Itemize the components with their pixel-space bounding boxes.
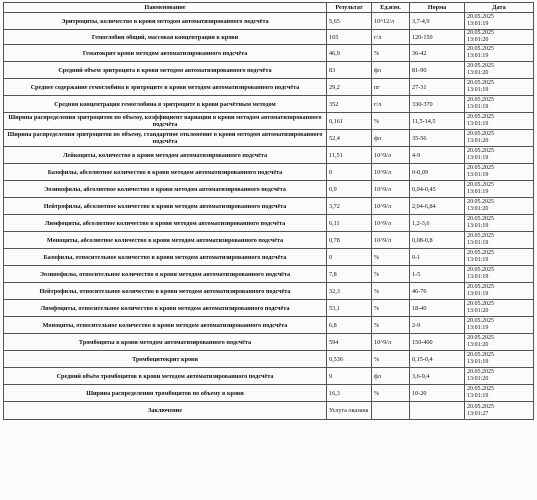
table-row xyxy=(4,300,534,317)
row-result: 5,65 xyxy=(327,13,372,30)
row-date: 20.05.2025 xyxy=(467,199,494,205)
row-norm: 4-9 xyxy=(410,147,465,164)
table-row xyxy=(4,215,534,232)
row-norm: 0-1 xyxy=(410,249,465,266)
table-row xyxy=(4,79,534,96)
row-unit: фл xyxy=(372,130,410,147)
row-result: 165 xyxy=(327,30,372,45)
row-time: 13:01:20 xyxy=(467,308,489,314)
header-date: Дата xyxy=(465,3,534,13)
row-name: Лейкоциты, количество в крови методом автоматизированного подсчёта xyxy=(4,147,327,164)
table-row xyxy=(4,385,534,402)
row-time: 13:01:19 xyxy=(467,393,489,399)
row-unit: фл xyxy=(372,62,410,79)
row-unit: % xyxy=(372,45,410,62)
table-row xyxy=(4,334,534,351)
row-datetime xyxy=(465,283,534,300)
row-norm: 27-31 xyxy=(410,79,465,96)
row-unit: % xyxy=(372,283,410,300)
row-unit: 10^9/л xyxy=(372,198,410,215)
row-unit: % xyxy=(372,300,410,317)
row-norm: 0,08-0,8 xyxy=(410,232,465,249)
row-time: 13:01:19 xyxy=(467,223,489,229)
table-row xyxy=(4,96,534,113)
row-result: 46,9 xyxy=(327,45,372,62)
table-row xyxy=(4,147,534,164)
row-result: 0,9 xyxy=(327,181,372,198)
row-date: 20.05.2025 xyxy=(467,131,494,137)
row-name: Эритроциты, количество в крови методом автоматизированного подсчёта xyxy=(4,13,327,30)
row-datetime xyxy=(465,198,534,215)
row-time: 13:01:19 xyxy=(467,240,489,246)
row-name: Ширина распределения эритроцитов по объему, коэффициент вариации в крови методом автоматизированного подсчёта xyxy=(4,113,327,130)
row-result: 53,1 xyxy=(327,300,372,317)
row-date: 20.05.2025 xyxy=(467,301,494,307)
header-result: Результат xyxy=(327,3,372,13)
row-unit: г/л xyxy=(372,30,410,45)
row-unit xyxy=(372,402,410,420)
table-row xyxy=(4,266,534,283)
row-time: 13:01:19 xyxy=(467,104,489,110)
row-date: 20.05.2025 xyxy=(467,63,494,69)
table-row xyxy=(4,164,534,181)
row-norm: 0-0,09 xyxy=(410,164,465,181)
row-time: 13:01:19 xyxy=(467,172,489,178)
row-name: Лимфоциты, относительное количество в крови методом автоматизированного подсчёта xyxy=(4,300,327,317)
row-date: 20.05.2025 xyxy=(467,233,494,239)
row-time: 13:01:19 xyxy=(467,155,489,161)
table-row xyxy=(4,45,534,62)
row-result: 0 xyxy=(327,249,372,266)
row-time: 13:01:19 xyxy=(467,189,489,195)
row-datetime xyxy=(465,96,534,113)
table-row xyxy=(4,130,534,147)
row-date: 20.05.2025 xyxy=(467,80,494,86)
table-row xyxy=(4,62,534,79)
row-datetime xyxy=(465,249,534,266)
table-row xyxy=(4,13,534,30)
row-result: 9 xyxy=(327,368,372,385)
row-time: 13:01:19 xyxy=(467,257,489,263)
row-time: 13:01:20 xyxy=(467,206,489,212)
row-name: Эозинофилы, абсолютное количество в крови методом автоматизированного подсчёта xyxy=(4,181,327,198)
row-name: Базофилы, относительное количество в крови методом автоматизированного подсчёта xyxy=(4,249,327,266)
table-row xyxy=(4,368,534,385)
row-norm: 3,7-4,9 xyxy=(410,13,465,30)
lab-results-table xyxy=(3,2,534,420)
row-time: 13:01:19 xyxy=(467,53,489,59)
row-name: Нейтрофилы, абсолютное количество в крови методом автоматизированного подсчёта xyxy=(4,198,327,215)
row-date: 20.05.2025 xyxy=(467,318,494,324)
row-name: Эозинофилы, относительное количество в крови методом автоматизированного подсчёта xyxy=(4,266,327,283)
row-result: 352 xyxy=(327,96,372,113)
row-result: Услуга оказана xyxy=(327,402,372,420)
row-result: 7,8 xyxy=(327,266,372,283)
row-result: 29,2 xyxy=(327,79,372,96)
row-time: 13:01:19 xyxy=(467,291,489,297)
row-norm: 1,2-3,6 xyxy=(410,215,465,232)
table-row xyxy=(4,198,534,215)
row-date: 20.05.2025 xyxy=(467,182,494,188)
row-norm: 35-56 xyxy=(410,130,465,147)
row-unit: 10^9/л xyxy=(372,181,410,198)
row-name: Моноциты, абсолютное количество в крови методом автоматизированного подсчёта xyxy=(4,232,327,249)
row-name: Гематокрит крови методом автоматизированного подсчёта xyxy=(4,45,327,62)
row-datetime xyxy=(465,181,534,198)
row-name: Нейтрофилы, относительное количество в крови методом автоматизированного подсчёта xyxy=(4,283,327,300)
table-row xyxy=(4,249,534,266)
row-date: 20.05.2025 xyxy=(467,284,494,290)
row-time: 13:01:19 xyxy=(467,274,489,280)
row-time: 13:01:27 xyxy=(467,410,489,417)
row-time: 13:01:20 xyxy=(467,342,489,348)
row-norm: 36-42 xyxy=(410,45,465,62)
row-result: 0 xyxy=(327,164,372,181)
row-result: 83 xyxy=(327,62,372,79)
row-datetime xyxy=(465,130,534,147)
row-date: 20.05.2025 xyxy=(467,14,494,20)
row-name: Среднее содержание гемоглобина в эритроците в крови методом автоматизированного подсчёта xyxy=(4,79,327,96)
row-result: 16,3 xyxy=(327,385,372,402)
row-result: 594 xyxy=(327,334,372,351)
table-row xyxy=(4,351,534,368)
row-date: 20.05.2025 xyxy=(467,352,494,358)
row-unit: % xyxy=(372,385,410,402)
row-unit: 10^12/л xyxy=(372,13,410,30)
row-unit: 10^9/л xyxy=(372,215,410,232)
row-date: 20.05.2025 xyxy=(467,369,494,375)
row-name: Средний объём тромбоцитов в крови методом автоматизированного подсчёта xyxy=(4,368,327,385)
row-norm: 10-20 xyxy=(410,385,465,402)
row-datetime xyxy=(465,62,534,79)
row-result: 0,161 xyxy=(327,113,372,130)
row-result: 32,3 xyxy=(327,283,372,300)
row-datetime xyxy=(465,385,534,402)
row-datetime xyxy=(465,368,534,385)
row-name: Гемоглобин общий, массовая концентрация в крови xyxy=(4,30,327,45)
row-norm: 46-76 xyxy=(410,283,465,300)
row-unit: 10^9/л xyxy=(372,147,410,164)
row-norm: 150-400 xyxy=(410,334,465,351)
row-datetime xyxy=(465,317,534,334)
row-norm: 2,04-6,84 xyxy=(410,198,465,215)
row-name: Тромбоцитокрит крови xyxy=(4,351,327,368)
header-name: Наименование xyxy=(4,3,327,13)
row-date: 20.05.2025 xyxy=(467,216,494,222)
row-datetime xyxy=(465,334,534,351)
row-datetime xyxy=(465,147,534,164)
table-row xyxy=(4,181,534,198)
row-norm: 330-370 xyxy=(410,96,465,113)
row-time: 13:01:20 xyxy=(467,70,489,76)
row-datetime xyxy=(465,13,534,30)
table-row xyxy=(4,283,534,300)
row-date: 20.05.2025 xyxy=(467,30,494,36)
row-unit: % xyxy=(372,351,410,368)
row-norm: 18-40 xyxy=(410,300,465,317)
row-datetime xyxy=(465,79,534,96)
row-unit: 10^9/л xyxy=(372,334,410,351)
row-norm: 81-90 xyxy=(410,62,465,79)
row-datetime xyxy=(465,300,534,317)
header-norm: Норма xyxy=(410,3,465,13)
row-unit: % xyxy=(372,113,410,130)
row-time: 13:01:19 xyxy=(467,21,489,27)
row-norm: 11,5-14,5 xyxy=(410,113,465,130)
row-norm: 120-150 xyxy=(410,30,465,45)
row-name: Ширина распределения тромбоцитов по объему в крови xyxy=(4,385,327,402)
table-header-row xyxy=(4,3,534,13)
row-date: 20.05.2025 xyxy=(467,148,494,154)
row-norm: 3,6-9,4 xyxy=(410,368,465,385)
row-datetime xyxy=(465,266,534,283)
row-result: 6,8 xyxy=(327,317,372,334)
row-date: 20.05.2025 xyxy=(467,267,494,273)
row-unit: 10^9/л xyxy=(372,232,410,249)
row-time: 13:01:20 xyxy=(467,376,489,382)
row-unit: фл xyxy=(372,368,410,385)
row-date: 20.05.2025 xyxy=(467,114,494,120)
row-unit: % xyxy=(372,266,410,283)
row-datetime xyxy=(465,215,534,232)
row-time: 13:01:20 xyxy=(467,37,489,43)
row-name: Лимфоциты, абсолютное количество в крови методом автоматизированного подсчёта xyxy=(4,215,327,232)
row-result: 52,4 xyxy=(327,130,372,147)
row-norm: 0,04-0,45 xyxy=(410,181,465,198)
table-row xyxy=(4,317,534,334)
row-datetime xyxy=(465,30,534,45)
row-time: 13:01:19 xyxy=(467,87,489,93)
row-datetime xyxy=(465,164,534,181)
row-name: Средняя концентрация гемоглобина в эритроците в крови расчётным методом xyxy=(4,96,327,113)
table-row xyxy=(4,402,534,420)
header-unit: Ед.изм. xyxy=(372,3,410,13)
row-unit: пг xyxy=(372,79,410,96)
row-time: 13:01:19 xyxy=(467,121,489,127)
row-norm xyxy=(410,402,465,420)
row-result: 11,51 xyxy=(327,147,372,164)
row-time: 13:01:19 xyxy=(467,359,489,365)
row-date: 20.05.2025 xyxy=(467,97,494,103)
row-date: 20.05.2025 xyxy=(467,165,494,171)
row-name: Заключение xyxy=(4,402,327,420)
row-result: 0,536 xyxy=(327,351,372,368)
table-row xyxy=(4,232,534,249)
row-name: Средний объем эритроцита в крови методом автоматизированного подсчёта xyxy=(4,62,327,79)
row-date: 20.05.2025 xyxy=(467,403,494,410)
row-norm: 2-9 xyxy=(410,317,465,334)
table-row xyxy=(4,113,534,130)
row-result: 0,78 xyxy=(327,232,372,249)
row-name: Ширина распределения эритроцитов по объему, стандартное отклонение в крови методом автоматизированного подсчёта xyxy=(4,130,327,147)
row-name: Моноциты, относительное количество в крови методом автоматизированного подсчёта xyxy=(4,317,327,334)
row-datetime xyxy=(465,232,534,249)
row-datetime xyxy=(465,351,534,368)
row-result: 6,11 xyxy=(327,215,372,232)
row-norm: 0,15-0,4 xyxy=(410,351,465,368)
row-result: 3,72 xyxy=(327,198,372,215)
row-date: 20.05.2025 xyxy=(467,46,494,52)
row-unit: 10^9/л xyxy=(372,164,410,181)
row-norm: 1-5 xyxy=(410,266,465,283)
row-datetime xyxy=(465,402,534,420)
row-date: 20.05.2025 xyxy=(467,335,494,341)
row-unit: г/л xyxy=(372,96,410,113)
row-datetime xyxy=(465,45,534,62)
table-row xyxy=(4,30,534,45)
row-datetime xyxy=(465,113,534,130)
row-time: 13:01:20 xyxy=(467,138,489,144)
row-name: Базофилы, абсолютное количество в крови методом автоматизированного подсчёта xyxy=(4,164,327,181)
row-date: 20.05.2025 xyxy=(467,250,494,256)
row-name: Тромбоциты в крови методом автоматизированного подсчёта xyxy=(4,334,327,351)
row-date: 20.05.2025 xyxy=(467,386,494,392)
row-unit: % xyxy=(372,249,410,266)
row-time: 13:01:19 xyxy=(467,325,489,331)
table-body xyxy=(4,13,534,420)
row-unit: % xyxy=(372,317,410,334)
